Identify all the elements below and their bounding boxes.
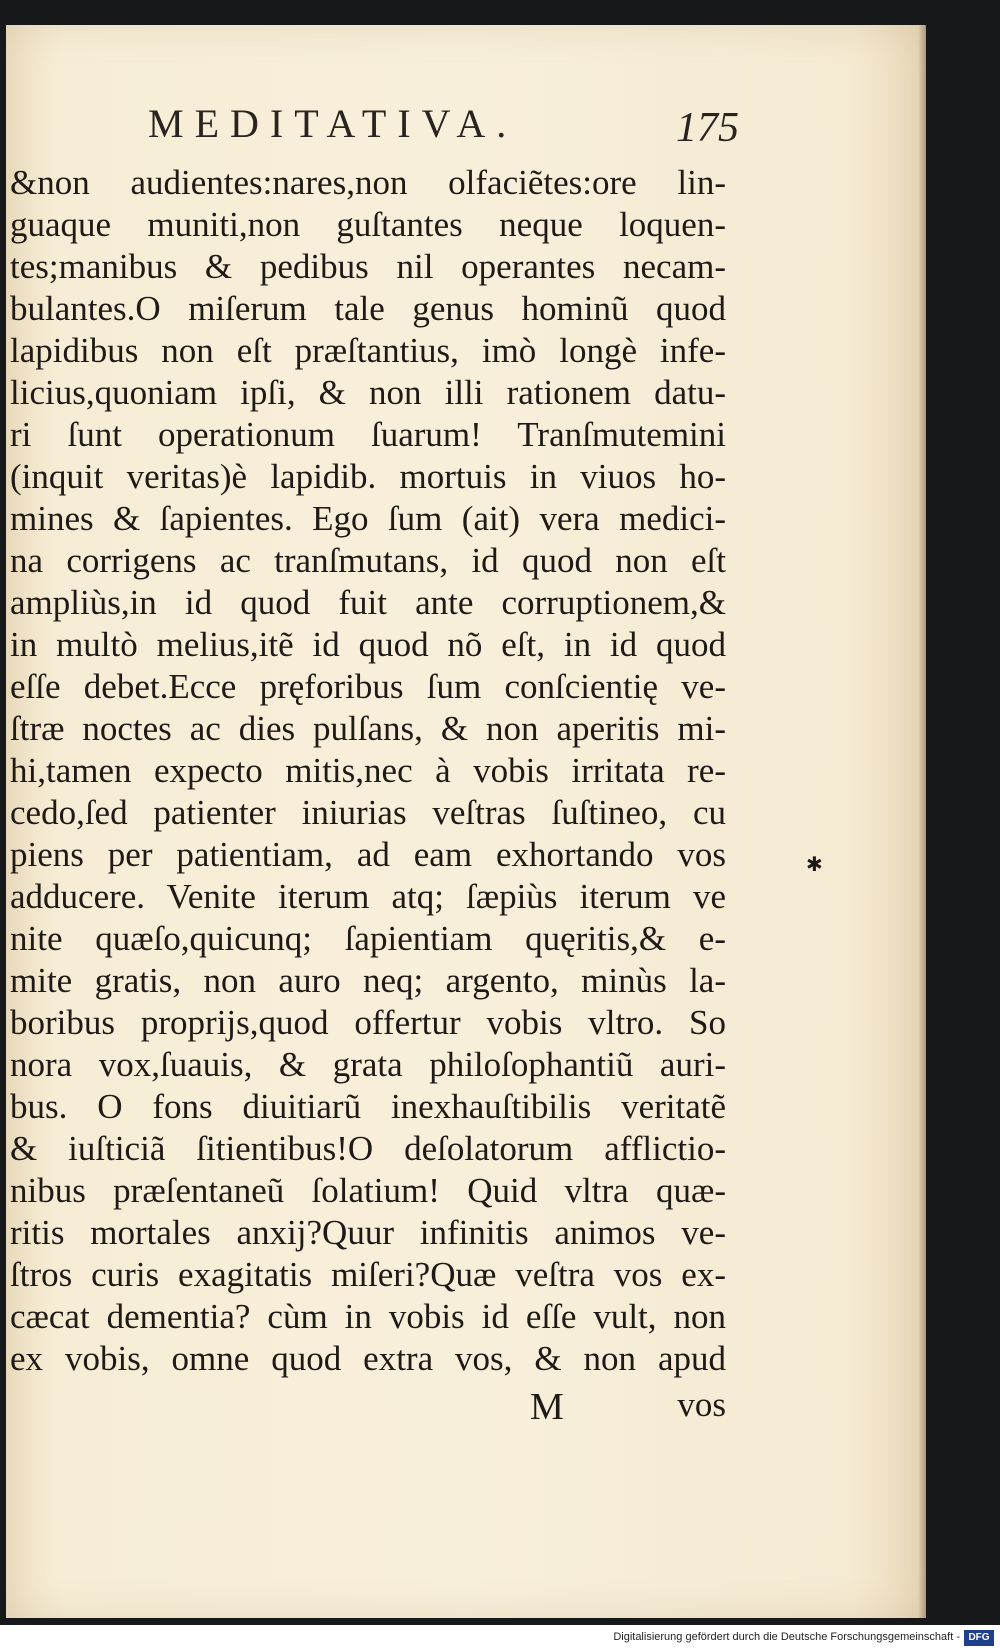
- text-line: nora vox,ſuauis, & grata philoſophantiũ auri-: [10, 1045, 726, 1084]
- ink-mark-icon: ✱: [806, 852, 823, 876]
- text-line: guaque muniti,non guſtantes neque loquen-: [10, 205, 726, 244]
- text-line: cæcat dementia? cùm in vobis id eſſe vult, non: [10, 1297, 726, 1336]
- text-line: nite quæſo,quicunq; ſapientiam quęritis,& e-: [10, 919, 726, 958]
- text-line: adducere. Venite iterum atq; ſæpiùs iterum ve: [10, 877, 726, 916]
- text-line: ſtræ noctes ac dies pulſans, & non aperitis mi-: [10, 709, 726, 748]
- text-line: lapidibus non eſt præſtantius, imò longè infe-: [10, 331, 726, 370]
- text-line: bulantes.O miſerum tale genus hominũ quod: [10, 289, 726, 328]
- text-line: bus. O fons diuitiarũ inexhauſtibilis veritatẽ: [10, 1087, 726, 1126]
- dfg-logo-icon: DFG: [964, 1630, 994, 1646]
- text-line: boribus proprijs,quod offertur vobis vltro. So: [10, 1003, 726, 1042]
- text-line: hi,tamen expecto mitis,nec à vobis irritata re-: [10, 751, 726, 790]
- text-line: & iuſticiã ſitientibus!O deſolatorum afflictio-: [10, 1129, 726, 1168]
- text-line: mite gratis, non auro neq; argento, minùs la-: [10, 961, 726, 1000]
- text-line: ri ſunt operationum ſuarum! Tranſmutemini: [10, 415, 726, 454]
- catchword: vos: [677, 1385, 726, 1424]
- text-line: licius,quoniam ipſi, & non illi rationem datu-: [10, 373, 726, 412]
- text-body: [10, 162, 726, 1380]
- signature-mark: M: [530, 1386, 564, 1428]
- text-line: ex vobis, omne quod extra vos, & non apud: [10, 1339, 726, 1378]
- text-line: ampliùs,in id quod fuit ante corruptionem,&: [10, 583, 726, 622]
- text-line: eſſe debet.Ecce pręforibus ſum conſcientię ve-: [10, 667, 726, 706]
- running-head: MEDITATIVA.: [148, 101, 518, 146]
- text-line: na corrigens ac tranſmutans, id quod non eſt: [10, 541, 726, 580]
- text-line: nibus præſentaneũ ſolatium! Quid vltra quæ-: [10, 1171, 726, 1210]
- text-line: in multò melius,itẽ id quod nõ eſt, in id quod: [10, 625, 726, 664]
- digitization-footer: [0, 1625, 1000, 1652]
- text-line: &non audientes:nares,non olfaciẽtes:ore lin-: [10, 163, 726, 202]
- text-line: ſtros curis exagitatis miſeri?Quæ veſtra vos ex-: [10, 1255, 726, 1294]
- text-line: (inquit veritas)è lapidib. mortuis in viuos ho-: [10, 457, 726, 496]
- digitization-credit: Digitalisierung gefördert durch die Deutsche Forschungsgemeinschaft -: [613, 1631, 960, 1643]
- text-line: tes;manibus & pedibus nil operantes necam-: [10, 247, 726, 286]
- text-line: piens per patientiam, ad eam exhortando vos: [10, 835, 726, 874]
- catchword-row: [10, 1385, 726, 1427]
- page-number: 175: [676, 105, 739, 151]
- text-line: ritis mortales anxij?Quur infinitis animos ve-: [10, 1213, 726, 1252]
- text-line: mines & ſapientes. Ego ſum (ait) vera medici-: [10, 499, 726, 538]
- text-line: cedo,ſed patienter iniurias veſtras ſuſtineo, cu: [10, 793, 726, 832]
